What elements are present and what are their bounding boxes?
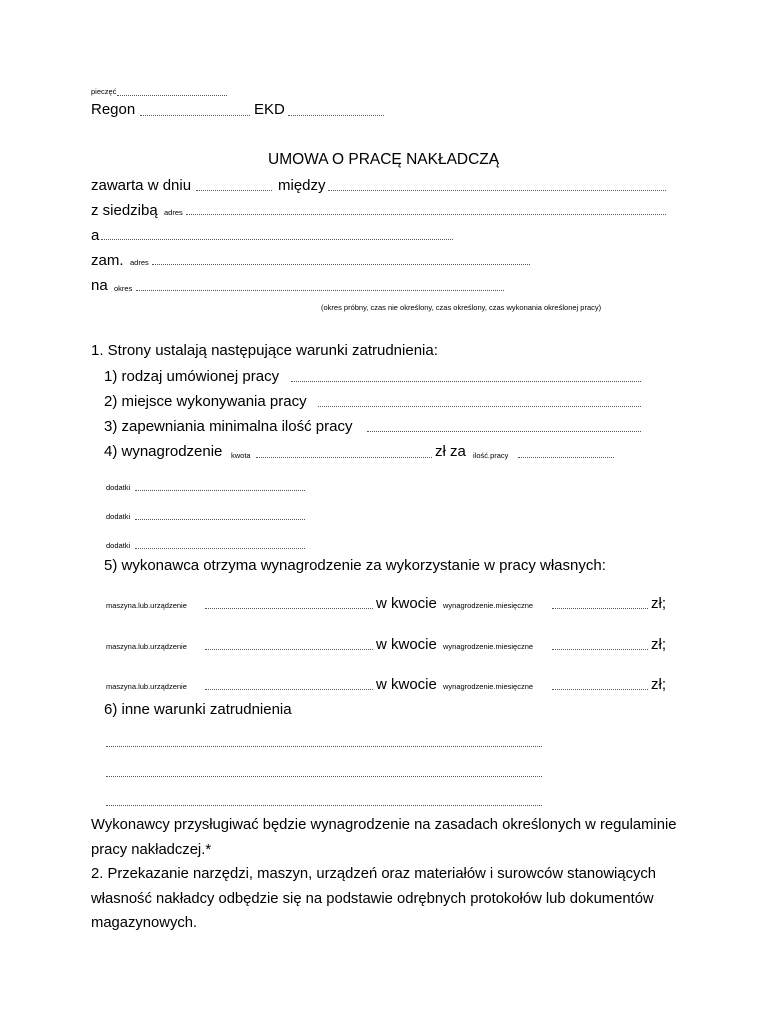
work-place-label: 2) miejsce wykonywania pracy (104, 393, 307, 410)
monthly-label-2: wynagrodzenie.miesięczne (443, 642, 534, 651)
extras-field-2[interactable] (135, 519, 305, 520)
monthly-field-3[interactable] (552, 689, 648, 690)
extras-label-3: dodatki (106, 541, 131, 550)
machine-field-2[interactable] (205, 649, 373, 650)
regon-field[interactable] (140, 115, 250, 116)
work-type-label: 1) rodzaj umówionej pracy (104, 368, 280, 385)
stamp-label: pieczęć (91, 87, 117, 96)
salary-amount-hint: kwota (231, 451, 251, 460)
extras-label-2: dodatki (106, 512, 131, 521)
contractor-field[interactable] (101, 239, 453, 240)
machine-label-2: maszyna.lub.urządzenie (106, 642, 187, 651)
and-label: a (91, 227, 100, 244)
seat-label: z siedzibą (91, 202, 158, 219)
machine-field-3[interactable] (205, 689, 373, 690)
monthly-label-3: wynagrodzenie.miesięczne (443, 682, 534, 691)
ekd-field[interactable] (288, 115, 384, 116)
residing-hint: adres (130, 258, 149, 267)
equipment-transfer-paragraph: 2. Przekazanie narzędzi, maszyn, urządzeń oraz materiałów i surowców stanowiących własność nakładcy odbędzie się na podstawie odrębnych protokołów lub dokumentów magazynowych. (91, 866, 656, 931)
salary-label: 4) wynagrodzenie (104, 443, 223, 460)
currency-end-2: zł; (651, 636, 666, 653)
monthly-label-1: wynagrodzenie.miesięczne (443, 601, 534, 610)
period-field[interactable] (136, 290, 504, 291)
min-work-label: 3) zapewniania minimalna ilość pracy (104, 418, 353, 435)
currency-end-1: zł; (651, 595, 666, 612)
other-conditions-field-2[interactable] (106, 776, 542, 777)
currency-end-3: zł; (651, 676, 666, 693)
period-note: (okres próbny, czas nie określony, czas określony, czas wykonania określonej pracy) (321, 303, 602, 312)
section1-heading: 1. Strony ustalają następujące warunki zatrudnienia: (91, 342, 438, 359)
amount-label-1: w kwocie (376, 595, 437, 612)
period-hint: okres (114, 284, 133, 293)
work-type-field[interactable] (291, 381, 641, 382)
amount-label-3: w kwocie (376, 676, 437, 693)
extras-field-3[interactable] (135, 548, 305, 549)
salary-currency-per: zł za (435, 443, 466, 460)
amount-label-2: w kwocie (376, 636, 437, 653)
other-conditions-field-1[interactable] (106, 746, 542, 747)
salary-amount-field[interactable] (256, 457, 432, 458)
concluded-on-label: zawarta w dniu (91, 177, 192, 194)
residing-address-field[interactable] (152, 264, 530, 265)
extras-label-1: dodatki (106, 483, 131, 492)
other-conditions-label: 6) inne warunki zatrudnienia (104, 701, 292, 718)
machine-label-3: maszyna.lub.urządzenie (106, 682, 187, 691)
seat-address-field[interactable] (186, 214, 666, 215)
salary-qty-hint: ilość.pracy (473, 451, 509, 460)
document-title: UMOWA O PRACĘ NAKŁADCZĄ (268, 151, 500, 168)
stamp-field[interactable] (117, 95, 227, 96)
monthly-field-2[interactable] (552, 649, 648, 650)
salary-qty-field[interactable] (518, 457, 614, 458)
monthly-field-1[interactable] (552, 608, 648, 609)
remuneration-paragraph: Wykonawcy przysługiwać będzie wynagrodzenie na zasadach określonych w regulaminie pracy nakładczej.* (91, 817, 677, 858)
between-label: między (278, 177, 326, 194)
other-conditions-field-3[interactable] (106, 805, 542, 806)
work-place-field[interactable] (318, 406, 641, 407)
seat-hint: adres (164, 208, 183, 217)
period-label: na (91, 277, 108, 294)
extras-field-1[interactable] (135, 490, 305, 491)
regon-label: Regon (91, 101, 136, 118)
ekd-label: EKD (254, 101, 285, 118)
min-work-field[interactable] (367, 431, 641, 432)
residing-label: zam. (91, 252, 124, 269)
own-equipment-label: 5) wykonawca otrzyma wynagrodzenie za wykorzystanie w pracy własnych: (104, 557, 606, 574)
date-field[interactable] (196, 190, 272, 191)
machine-field-1[interactable] (205, 608, 373, 609)
machine-label-1: maszyna.lub.urządzenie (106, 601, 187, 610)
employer-field[interactable] (328, 190, 666, 191)
